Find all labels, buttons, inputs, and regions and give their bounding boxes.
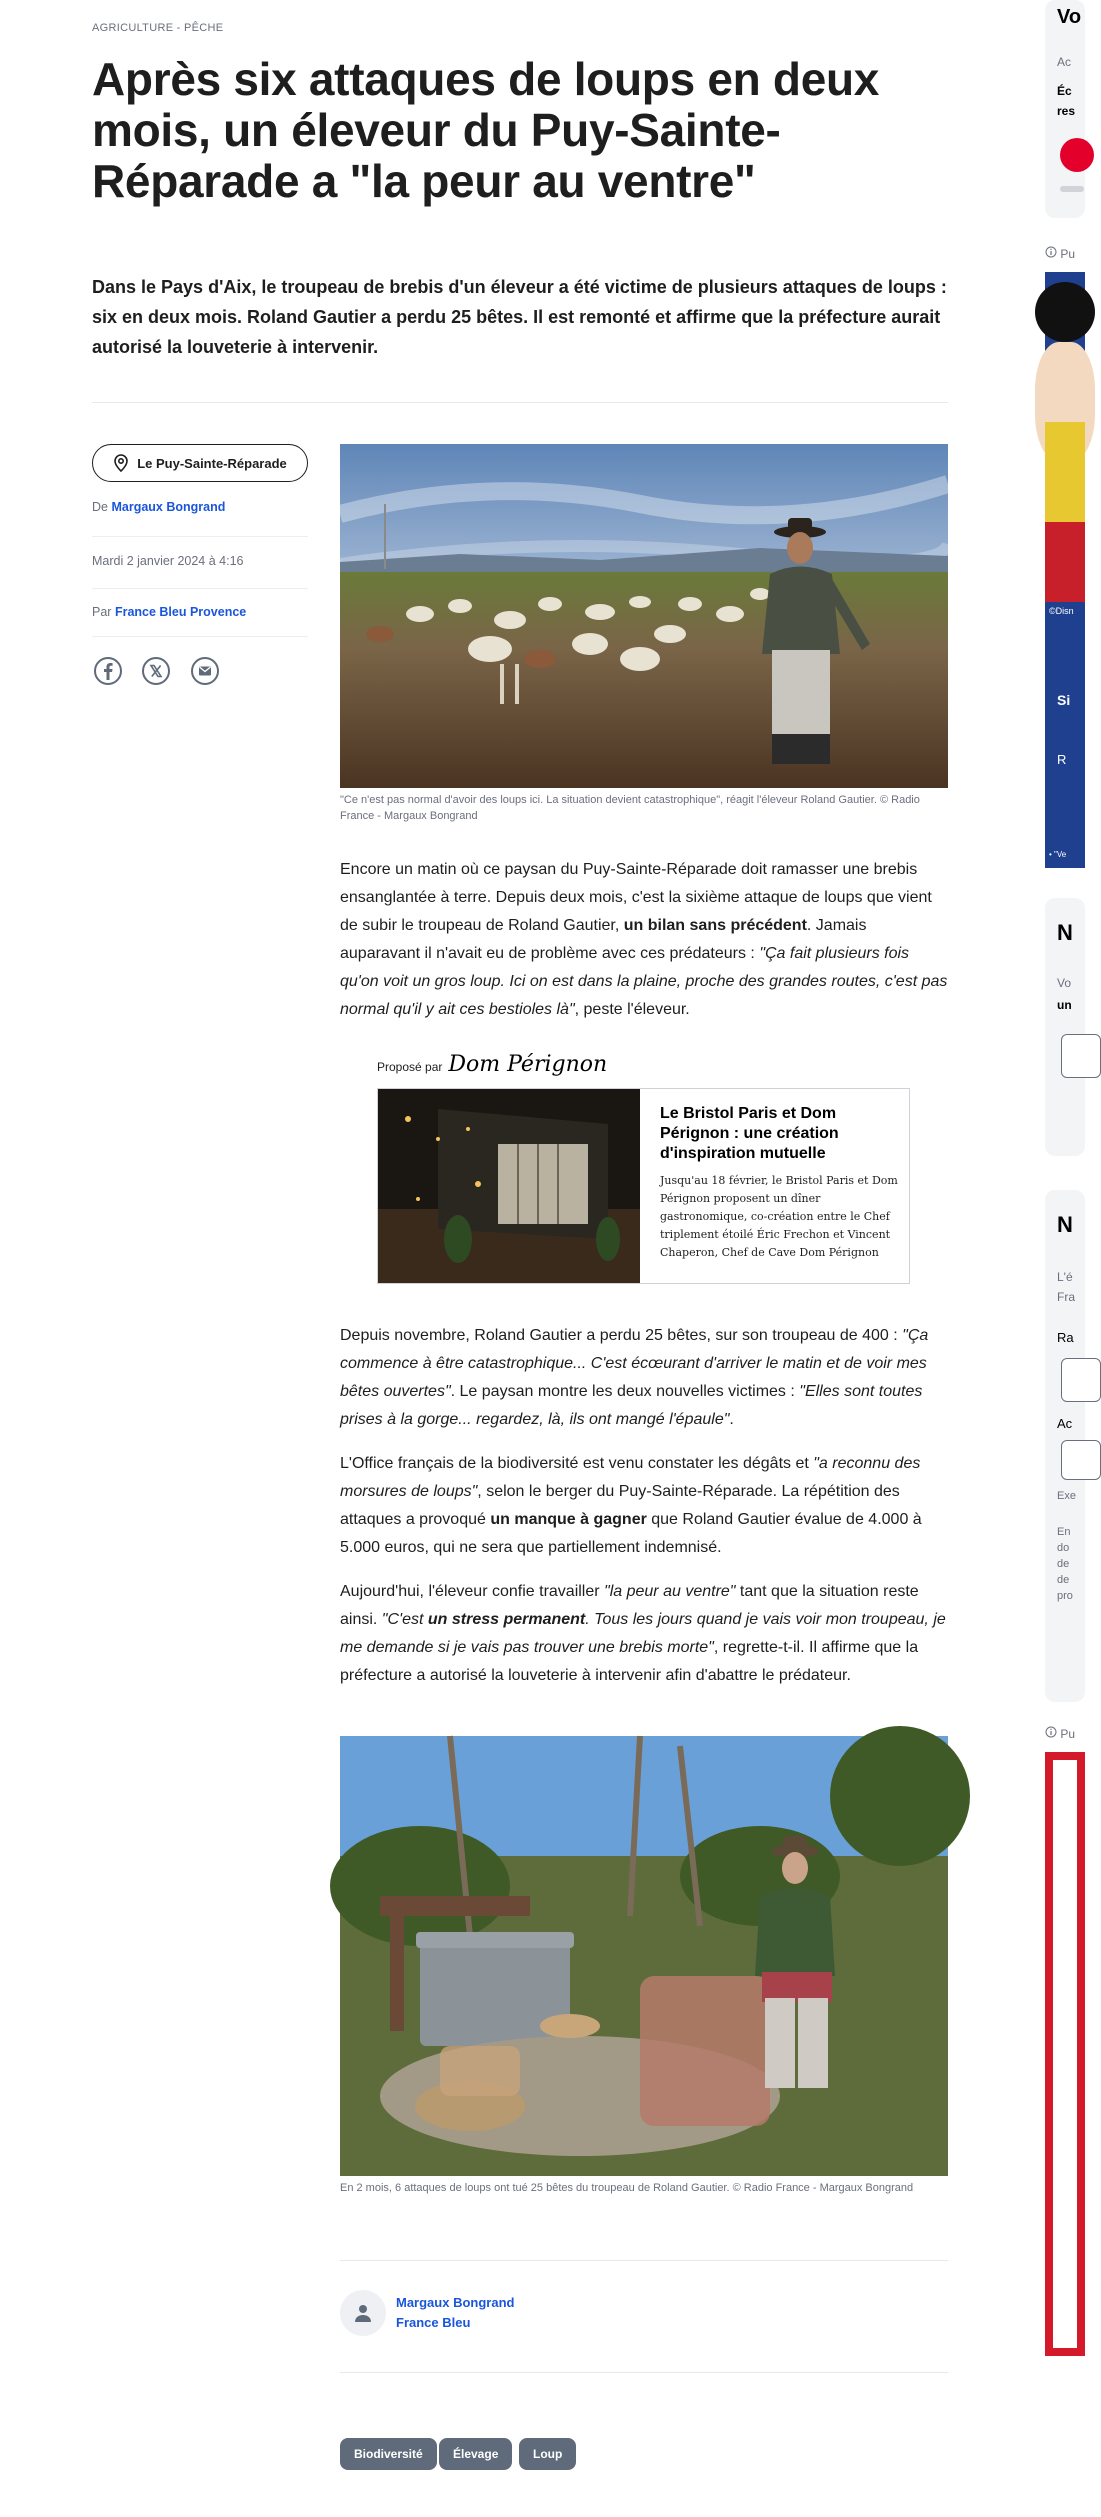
tag-biodiversite[interactable]: Biodiversité xyxy=(340,2438,437,2470)
location-pin-icon xyxy=(113,454,129,472)
divider xyxy=(92,402,948,403)
facebook-share-button[interactable] xyxy=(93,656,123,686)
hero-photo xyxy=(340,444,948,788)
sidebar-text: L'é xyxy=(1057,1270,1073,1284)
ad-label: Pu xyxy=(1045,1726,1075,1741)
sponsor-header xyxy=(377,1052,607,1077)
par-prefix: Par xyxy=(92,605,112,619)
article-paragraph: Depuis novembre, Roland Gautier a perdu 25 bêtes, sur son troupeau de 400 : "Ça commence à être catastrophique... C'est écœurant d'arriver le matin et de voir mes bêtes ouvertes". Le paysan montre les deux nouvelles victimes : "Elles sont toutes prises à la gorge... regardez, là, ils ont mangé l'épaule". xyxy=(340,1327,929,1428)
article-paragraph: Encore un matin où ce paysan du Puy-Sainte-Réparade doit ramasser une brebis ensanglantée à terre. Depuis deux mois, c'est la sixième attaque de loups que vient de subir le troupeau de Roland Gautier, un bilan sans précédent. Jamais auparavant il n'avait eu de problème avec ces prédateurs : "Ça fait plusieurs fois qu'on voit un gros loup. Ici on est dans la plaine, proche des grandes routes, c'est pas normal qu'il y ait ces bestioles là", peste l'éleveur. xyxy=(340,861,948,1018)
breadcrumb[interactable]: AGRICULTURE - PÊCHE xyxy=(92,22,224,34)
info-icon xyxy=(1045,246,1057,258)
meta-divider xyxy=(92,588,308,589)
select-field[interactable] xyxy=(1061,1358,1101,1402)
sidebar-card-title: Vo xyxy=(1057,6,1082,28)
x-icon xyxy=(141,656,171,686)
photo-caption: En 2 mois, 6 attaques de loups ont tué 25 bêtes du troupeau de Roland Gautier. © Radio France - Margaux Bongrand xyxy=(340,2182,914,2194)
ad-banner[interactable] xyxy=(1045,1752,1085,2356)
sidebar-text: Vo xyxy=(1057,976,1072,990)
article-paragraph: L'Office français de la biodiversité est venu constater les dégâts et "a reconnu des morsures de loups", selon le berger du Puy-Sainte-Réparade. La répétition des attaques a provoqué un manque à gagner que Roland Gautier évalue de 4.000 à 5.000 euros, qui ne sera que partiellement indemnisé. xyxy=(340,1455,922,1556)
sidebar-card-notifications xyxy=(1045,1190,1085,1702)
ad-label: Pu xyxy=(1045,246,1075,261)
station-line xyxy=(92,605,246,619)
x-share-button[interactable] xyxy=(141,656,171,686)
tag-elevage[interactable]: Élevage xyxy=(439,2438,512,2470)
author-line xyxy=(92,500,225,514)
sidebar-text: Éc xyxy=(1057,84,1072,98)
sidebar-label: Ac xyxy=(1057,1416,1073,1431)
email-share-button[interactable] xyxy=(190,656,220,686)
article-lead: Dans le Pays d'Aix, le troupeau de brebis d'un éleveur a été victime de plusieurs attaques de loups : six en deux mois. Roland Gautier a perdu 25 bêtes. Il est remonté et affirme que la préfecture aurait autorisé la louveterie à intervenir. xyxy=(92,277,947,357)
ad-banner[interactable]: ©Disn Si R • "Ve xyxy=(1045,272,1085,868)
newsletter-input[interactable] xyxy=(1061,1034,1101,1078)
sidebar-text: Ac xyxy=(1057,55,1072,69)
sidebar-text: En xyxy=(1057,1526,1071,1538)
hero-caption: "Ce n'est pas normal d'avoir des loups ici. La situation devient catastrophique", réagit l'éleveur Roland Gautier. © Radio France - Margaux Bongrand xyxy=(340,794,920,822)
email-icon xyxy=(190,656,220,686)
author-card-name[interactable]: Margaux Bongrand xyxy=(396,2295,515,2310)
sidebar-text: pro xyxy=(1057,1590,1073,1602)
text-field[interactable] xyxy=(1061,1440,1101,1480)
sidebar-card-newsletter xyxy=(1045,898,1085,1156)
author-link[interactable]: Margaux Bongrand xyxy=(111,500,226,514)
sidebar-text: Fra xyxy=(1057,1290,1075,1304)
sidebar-text: res xyxy=(1057,104,1076,118)
sidebar-text: do xyxy=(1057,1542,1070,1554)
sidebar-text: de xyxy=(1057,1558,1070,1570)
facebook-icon xyxy=(93,656,123,686)
play-button[interactable] xyxy=(1060,138,1094,172)
location-label: Le Puy-Sainte-Réparade xyxy=(137,455,287,471)
divider xyxy=(340,2372,948,2373)
article-paragraph: Aujourd'hui, l'éleveur confie travailler "la peur au ventre" tant que la situation reste ainsi. "C'est un stress permanent. Tous les jours quand je vais voir mon troupeau, je me demande si je vais pas trouver une brebis morte", regrette-t-il. Il affirme que la préfecture a autorisé la louveterie à intervenir afin d'abattre le prédateur. xyxy=(340,1583,946,1684)
sidebar-card-listen xyxy=(1045,0,1085,218)
sponsored-description: Jusqu'au 18 février, le Bristol Paris et Dom Pérignon proposent un dîner gastronomique, co-création entre le Chef triplement étoilé Éric Frechon et Vincent Chaperon, Chef de Cave Dom Pérignon xyxy=(660,1174,898,1259)
by-prefix: De xyxy=(92,500,108,514)
article-photo xyxy=(340,1736,948,2176)
user-icon xyxy=(353,2303,373,2323)
sponsored-title[interactable]: Le Bristol Paris et Dom Pérignon : une création d'inspiration mutuelle xyxy=(660,1105,839,1162)
sidebar-text: Exe xyxy=(1057,1490,1076,1502)
progress-bar[interactable] xyxy=(1060,186,1084,192)
page-title: Après six attaques de loups en deux mois, un éleveur du Puy-Sainte-Réparade a "la peur au ventre" xyxy=(92,53,880,207)
sponsored-image xyxy=(378,1089,640,1283)
sidebar-label: Ra xyxy=(1057,1330,1074,1345)
avatar xyxy=(340,2290,386,2336)
info-icon xyxy=(1045,1726,1057,1738)
meta-divider xyxy=(92,636,308,637)
sidebar-text: un xyxy=(1057,998,1072,1012)
divider xyxy=(340,2260,948,2261)
sidebar-card-title: N xyxy=(1057,920,1073,945)
publish-date: Mardi 2 janvier 2024 à 4:16 xyxy=(92,554,244,568)
sidebar-card-title: N xyxy=(1057,1212,1073,1237)
sponsor-label: Proposé par xyxy=(377,1060,443,1074)
station-link[interactable]: France Bleu Provence xyxy=(114,605,247,619)
author-card-org[interactable]: France Bleu xyxy=(396,2315,471,2330)
sponsor-logo[interactable]: Dom Pérignon xyxy=(448,1052,608,1077)
location-button[interactable] xyxy=(92,444,308,482)
meta-divider xyxy=(92,536,308,537)
sidebar-text: de xyxy=(1057,1574,1070,1586)
tag-loup[interactable]: Loup xyxy=(519,2438,576,2470)
